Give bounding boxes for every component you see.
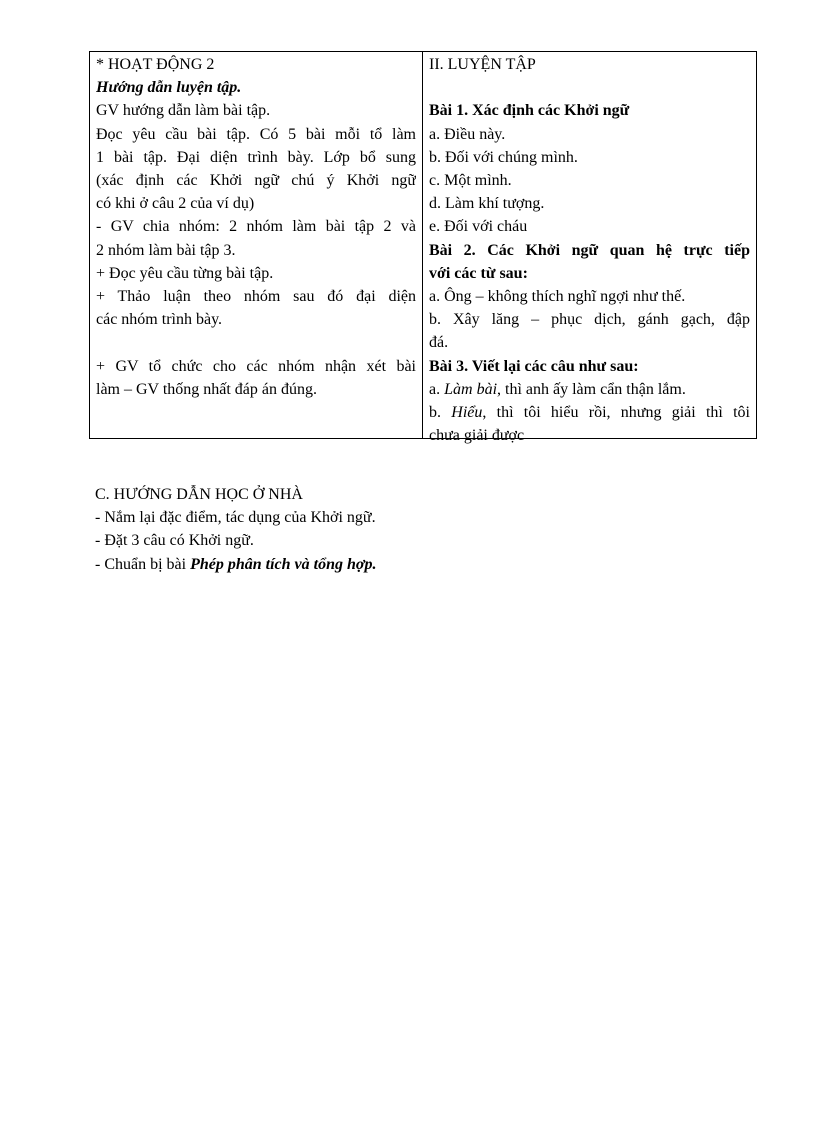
activity-line: làm – GV thống nhất đáp án đúng. — [96, 380, 318, 398]
activity-line: + GV tổ chức cho các nhóm nhận xét bài — [96, 357, 416, 375]
activity-line: có khi ở câu 2 của ví dụ) — [96, 195, 255, 213]
item-rest: , thì tôi hiểu rồi, nhưng giải thì tôi — [482, 404, 750, 422]
exercise-3-item-a — [429, 378, 750, 401]
activity-heading: * HOẠT ĐỘNG 2 — [96, 56, 215, 73]
exercise-1-item: d. Làm khí tượng. — [429, 195, 545, 213]
blank-gap — [429, 76, 750, 99]
exercise-2-item-b-cont: đá. — [429, 334, 449, 352]
exercise-1-item: a. Điều này. — [429, 125, 506, 143]
exercise-3-title: Bài 3. Viết lại các câu như sau: — [429, 357, 639, 375]
item-italic-phrase: Làm bài — [444, 380, 498, 398]
activity-line: các nhóm trình bày. — [96, 311, 223, 329]
item-italic-phrase: Hiểu — [451, 404, 483, 422]
exercise-3-item-b — [429, 401, 750, 424]
item-rest: , thì anh ấy làm cẩn thận lắm. — [497, 380, 686, 398]
exercise-2-item-a: a. Ông – không thích nghĩ ngợi như thế. — [429, 288, 686, 306]
item-prefix: a. — [429, 380, 445, 398]
exercise-1-item: c. Một mình. — [429, 172, 512, 189]
exercise-1-item: b. Đối với chúng mình. — [429, 148, 578, 166]
exercise-3-item-b-cont: chưa giải được — [429, 427, 525, 445]
exercise-2-item-b: b. Xây lăng – phục dịch, gánh gạch, đập — [429, 311, 750, 329]
exercise-1-title: Bài 1. Xác định các Khởi ngữ — [429, 102, 630, 120]
lesson-table — [89, 51, 757, 445]
activity-line: + Thảo luận theo nhóm sau đó đại diện — [96, 288, 416, 306]
next-lesson-title: Phép phân tích và tổng hợp. — [190, 555, 377, 573]
activity-line: (xác định các Khởi ngữ chú ý Khởi ngữ — [96, 172, 416, 190]
activity-line: 2 nhóm làm bài tập 3. — [96, 241, 236, 259]
activity-line: - GV chia nhóm: 2 nhóm làm bài tập 2 và — [96, 218, 416, 236]
teacher-activity-column — [90, 52, 423, 438]
exercise-2-title: Bài 2. Các Khởi ngữ quan hệ trực tiếp — [429, 241, 750, 259]
home-item-prefix: - Chuẩn bị bài — [95, 555, 191, 573]
content-column — [423, 52, 756, 445]
activity-line: Đọc yêu cầu bài tập. Có 5 bài mỗi tổ làm — [96, 125, 416, 143]
activity-line: + Đọc yêu cầu từng bài tập. — [96, 264, 274, 282]
section-heading: II. LUYỆN TẬP — [429, 56, 536, 73]
home-item-prepare — [95, 553, 755, 576]
home-study-section — [95, 483, 755, 576]
exercise-2-title-cont: với các từ sau: — [429, 264, 528, 282]
home-item: - Nắm lại đặc điểm, tác dụng của Khởi ngữ. — [95, 509, 376, 527]
item-prefix: b. — [429, 404, 452, 422]
activity-line: GV hướng dẫn làm bài tập. — [96, 102, 271, 120]
home-heading: C. HƯỚNG DẪN HỌC Ở NHÀ — [95, 486, 303, 503]
exercise-1-item: e. Đối với cháu — [429, 218, 528, 236]
activity-subheading: Hướng dẫn luyện tập. — [96, 79, 242, 97]
blank-gap — [96, 331, 416, 354]
home-item: - Đặt 3 câu có Khởi ngữ. — [95, 532, 254, 550]
activity-line: 1 bài tập. Đại diện trình bày. Lớp bổ sung — [96, 148, 416, 166]
